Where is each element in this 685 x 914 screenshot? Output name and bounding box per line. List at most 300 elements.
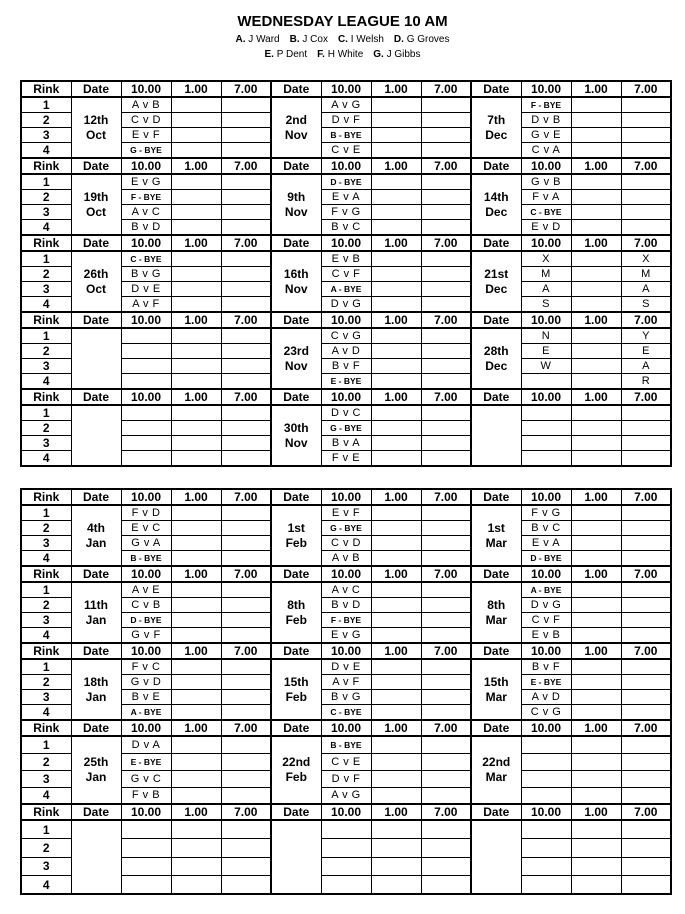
fixture-7pm [621,220,671,236]
date-day: 28th [483,343,509,358]
player-name: I Welsh [350,34,384,45]
fixture-10am: G - BYE [321,421,371,436]
fixture-1pm [171,282,221,297]
rink-number: 2 [21,113,71,128]
fixture-1pm [171,344,221,359]
header-t7: 7.00 [421,81,471,97]
fixture-7pm [621,143,671,159]
fixture-7pm [221,659,271,675]
header-date: Date [471,158,521,174]
date-month: Nov [284,281,308,296]
header-date: Date [71,312,121,328]
fixture-7pm [621,598,671,613]
player-key: F. [317,49,325,60]
fixture-1pm [371,598,421,613]
fixture-10am: N [521,328,571,344]
player-entry [338,34,384,45]
fixture-10am [521,839,571,858]
fixture-7pm [421,690,471,705]
fixture-10am [521,857,571,876]
header-t7: 7.00 [621,81,671,97]
player-name: J Gibbs [386,49,421,60]
fixture-10am [321,839,371,858]
fixture-7pm [421,113,471,128]
fixture-7pm [621,113,671,128]
header-date: Date [271,389,321,405]
header-t10: 10.00 [521,235,571,251]
fixture-10am: F v C [121,659,171,675]
fixture-1pm [571,190,621,205]
fixture-10am: C v E [321,753,371,770]
rink-row [21,251,671,267]
fixture-1pm [171,551,221,567]
fixture-1pm [571,128,621,143]
fixture-10am: A v C [321,582,371,598]
fixture-7pm [221,97,271,113]
date-month: Nov [284,204,308,219]
fixture-7pm [621,205,671,220]
fixture-1pm [371,174,421,190]
header-t10: 10.00 [321,389,371,405]
header-date: Date [471,566,521,582]
fixture-1pm [371,220,421,236]
date-month: Dec [485,281,508,296]
fixture-7pm [621,505,671,521]
fixture-1pm [171,582,221,598]
fixture-10am: F - BYE [521,97,571,113]
fixture-7pm [621,436,671,451]
date-cell [271,97,321,158]
fixture-1pm [571,436,621,451]
fixture-10am: M [521,267,571,282]
fixture-1pm [171,436,221,451]
fixture-10am: B - BYE [121,551,171,567]
fixture-7pm [421,675,471,690]
date-month: Dec [485,127,508,142]
fixture-1pm [171,736,221,753]
player-name: J Ward [248,34,280,45]
header-date: Date [71,566,121,582]
fixture-7pm [621,820,671,839]
fixture-10am: G v E [521,128,571,143]
header-t1: 1.00 [371,389,421,405]
fixture-1pm [171,820,221,839]
rink-row [21,405,671,421]
fixture-7pm [221,521,271,536]
fixture-1pm [371,282,421,297]
fixture-1pm [371,582,421,598]
fixture-1pm [371,736,421,753]
header-t7: 7.00 [421,158,471,174]
rink-number: 1 [21,97,71,113]
header-t10: 10.00 [121,489,171,505]
rink-row [21,820,671,839]
rink-number: 1 [21,405,71,421]
header-date: Date [471,804,521,820]
fixture-7pm [221,374,271,390]
fixture-10am [521,436,571,451]
player-entry [317,49,363,60]
fixture-7pm [421,220,471,236]
header-date: Date [471,235,521,251]
fixture-7pm [221,598,271,613]
rink-number: 4 [21,297,71,313]
header-t10: 10.00 [321,489,371,505]
schedule-table-spring [20,488,672,895]
fixture-1pm [171,113,221,128]
date-cell [71,97,121,158]
header-t7: 7.00 [421,566,471,582]
header-t10: 10.00 [121,804,171,820]
fixture-7pm [221,613,271,628]
fixture-1pm [171,97,221,113]
fixture-1pm [571,143,621,159]
header-rink: Rink [21,566,71,582]
header-t10: 10.00 [121,81,171,97]
header-row [21,81,671,97]
fixture-10am: B v F [321,359,371,374]
fixture-7pm [421,405,471,421]
fixture-7pm [421,297,471,313]
fixture-1pm [371,613,421,628]
fixture-7pm: A [621,282,671,297]
fixture-10am [321,876,371,895]
date-day: 22nd [482,755,511,769]
date-month: Oct [85,281,106,296]
fixture-10am [521,876,571,895]
header-rink: Rink [21,312,71,328]
fixture-1pm [571,770,621,787]
fixture-10am: F - BYE [321,613,371,628]
fixture-10am [521,753,571,770]
fixture-10am: E v A [321,190,371,205]
header-t10: 10.00 [121,643,171,659]
fixture-7pm [221,220,271,236]
header-date: Date [271,720,321,736]
fixture-10am: A v G [321,787,371,804]
header-t10: 10.00 [521,643,571,659]
player-name: H White [327,49,364,60]
header-t7: 7.00 [621,804,671,820]
fixture-7pm [421,857,471,876]
fixture-7pm [621,536,671,551]
fixture-1pm [571,521,621,536]
fixture-1pm [171,770,221,787]
header-date: Date [471,81,521,97]
date-month: Nov [284,127,308,142]
header-t10: 10.00 [121,158,171,174]
fixture-1pm [171,128,221,143]
rink-number: 3 [21,128,71,143]
fixture-10am: D v A [121,736,171,753]
header-t1: 1.00 [171,566,221,582]
date-day: 1st [487,520,505,535]
fixture-7pm [621,451,671,467]
rink-number: 1 [21,505,71,521]
player-key: C. [337,34,348,45]
fixture-10am: F v D [121,505,171,521]
header-t7: 7.00 [221,489,271,505]
date-cell [471,505,521,566]
fixture-1pm [171,421,221,436]
fixture-7pm [421,374,471,390]
date-month: Mar [485,689,507,704]
fixture-7pm [221,753,271,770]
rink-number: 2 [21,344,71,359]
rink-number: 4 [21,220,71,236]
fixture-10am: A v C [121,205,171,220]
fixture-7pm [221,359,271,374]
fixture-1pm [371,820,421,839]
fixture-1pm [171,251,221,267]
rink-number: 4 [21,451,71,467]
fixture-10am: A v B [321,551,371,567]
fixture-10am: G v A [121,536,171,551]
fixture-10am: C - BYE [521,205,571,220]
header-t10: 10.00 [521,389,571,405]
fixture-7pm [621,690,671,705]
fixture-10am [121,857,171,876]
header-t7: 7.00 [621,312,671,328]
header-t7: 7.00 [621,158,671,174]
fixture-1pm [371,876,421,895]
fixture-10am: D v E [121,282,171,297]
fixture-10am: C - BYE [121,251,171,267]
fixture-1pm [371,205,421,220]
header-row [21,389,671,405]
fixture-1pm [571,267,621,282]
fixture-10am: A v E [121,582,171,598]
fixture-10am [521,787,571,804]
fixture-10am: F v E [321,451,371,467]
header-t1: 1.00 [171,643,221,659]
fixture-10am: B - BYE [321,128,371,143]
fixture-1pm [171,675,221,690]
date-day: 2nd [285,112,307,127]
header-t1: 1.00 [371,566,421,582]
fixture-10am: E v A [521,536,571,551]
rink-number: 2 [21,190,71,205]
fixture-7pm [421,770,471,787]
header-t10: 10.00 [521,489,571,505]
fixture-7pm [621,421,671,436]
player-name: J Cox [302,34,328,45]
date-day: 25th [83,755,109,769]
date-cell [471,736,521,804]
fixture-1pm [371,297,421,313]
rink-number: 3 [21,205,71,220]
fixture-1pm [371,521,421,536]
fixture-7pm: S [621,297,671,313]
fixture-1pm [171,787,221,804]
fixture-10am: C v E [321,143,371,159]
fixture-10am [121,820,171,839]
header-t7: 7.00 [221,312,271,328]
fixture-10am [121,374,171,390]
header-t1: 1.00 [371,235,421,251]
date-day: 14th [483,189,509,204]
page-title: WEDNESDAY LEAGUE 10 AM [237,13,448,30]
header-t7: 7.00 [421,312,471,328]
player-name: G Groves [406,34,450,45]
header-t7: 7.00 [221,158,271,174]
fixture-1pm [571,753,621,770]
header-t1: 1.00 [171,235,221,251]
header-date: Date [271,81,321,97]
date-cell [71,582,121,643]
header-rink: Rink [21,235,71,251]
fixture-10am: G - BYE [121,143,171,159]
date-day: 8th [487,597,506,612]
date-day: 22nd [282,755,311,769]
header-date: Date [71,235,121,251]
fixture-7pm [221,839,271,858]
fixture-1pm [571,839,621,858]
fixture-7pm [621,839,671,858]
fixture-1pm [571,876,621,895]
header-date: Date [271,158,321,174]
fixture-7pm [421,344,471,359]
fixture-1pm [171,328,221,344]
fixture-1pm [571,675,621,690]
header-row [21,643,671,659]
fixture-10am: C v D [121,113,171,128]
fixture-7pm [421,521,471,536]
header-t1: 1.00 [571,720,621,736]
fixture-7pm [421,753,471,770]
fixture-1pm [371,839,421,858]
fixture-1pm [371,787,421,804]
fixture-7pm [221,505,271,521]
fixture-7pm [221,820,271,839]
header-t1: 1.00 [171,489,221,505]
fixture-10am: A v F [321,675,371,690]
rink-number: 3 [21,436,71,451]
header-date: Date [471,312,521,328]
fixture-10am: A v B [121,97,171,113]
fixture-7pm [421,251,471,267]
fixture-7pm [221,405,271,421]
fixture-1pm [571,736,621,753]
date-day: 16th [283,266,309,281]
fixture-7pm [421,174,471,190]
player-entry [265,49,308,60]
fixture-10am: G v D [121,675,171,690]
fixture-10am [121,436,171,451]
fixture-10am: B v D [121,220,171,236]
date-cell [471,328,521,389]
fixture-10am [121,328,171,344]
fixture-7pm: M [621,267,671,282]
header-row [21,158,671,174]
fixture-7pm [221,128,271,143]
fixture-7pm [221,551,271,567]
fixture-1pm [571,690,621,705]
header-t1: 1.00 [171,312,221,328]
fixture-7pm [621,521,671,536]
header-t10: 10.00 [321,720,371,736]
fixture-1pm [571,505,621,521]
header-t1: 1.00 [571,312,621,328]
fixture-10am: A v D [321,344,371,359]
fixture-1pm [571,551,621,567]
header-t1: 1.00 [171,720,221,736]
fixture-7pm [221,344,271,359]
date-day: 30th [283,420,309,435]
player-key: G. [373,49,384,60]
fixture-7pm [221,297,271,313]
fixture-7pm [621,190,671,205]
fixture-10am: X [521,251,571,267]
fixture-1pm [571,787,621,804]
fixture-1pm [571,205,621,220]
fixture-1pm [571,820,621,839]
fixture-7pm [221,436,271,451]
fixture-10am: E v D [521,220,571,236]
fixture-1pm [171,297,221,313]
player-entry [236,34,280,45]
header-date: Date [71,720,121,736]
fixture-10am: E v F [321,505,371,521]
fixture-10am [321,820,371,839]
header-t7: 7.00 [421,720,471,736]
date-month: Oct [85,204,106,219]
fixture-1pm [571,451,621,467]
fixture-1pm [571,705,621,721]
date-cell [71,659,121,720]
fixture-7pm [621,705,671,721]
fixture-7pm [621,551,671,567]
fixture-7pm [221,282,271,297]
fixture-10am: E [521,344,571,359]
fixture-10am: C v F [521,613,571,628]
fixture-7pm [221,675,271,690]
header-t7: 7.00 [621,389,671,405]
header-t10: 10.00 [121,566,171,582]
fixture-10am [121,359,171,374]
fixture-10am [321,857,371,876]
rink-number: 4 [21,551,71,567]
header-t7: 7.00 [221,566,271,582]
fixture-10am [121,405,171,421]
rink-number: 1 [21,174,71,190]
rink-number: 4 [21,876,71,895]
fixture-10am: F v G [321,205,371,220]
fixture-7pm [621,659,671,675]
fixture-10am: C v D [321,536,371,551]
header-t10: 10.00 [321,81,371,97]
header-t1: 1.00 [571,489,621,505]
fixture-1pm [371,344,421,359]
fixture-1pm [571,613,621,628]
date-day: 21st [484,266,509,281]
fixture-7pm [621,736,671,753]
header-t7: 7.00 [421,389,471,405]
fixture-10am [521,770,571,787]
fixture-7pm [621,675,671,690]
date-month: Jan [85,689,107,704]
fixture-7pm [621,857,671,876]
fixture-1pm [171,143,221,159]
fixture-10am: G - BYE [321,521,371,536]
fixture-10am [121,344,171,359]
fixture-10am: D v B [521,113,571,128]
header-date: Date [71,158,121,174]
player-key: B. [289,34,300,45]
player-entry [373,49,420,60]
fixture-10am [521,374,571,390]
header-t10: 10.00 [521,312,571,328]
